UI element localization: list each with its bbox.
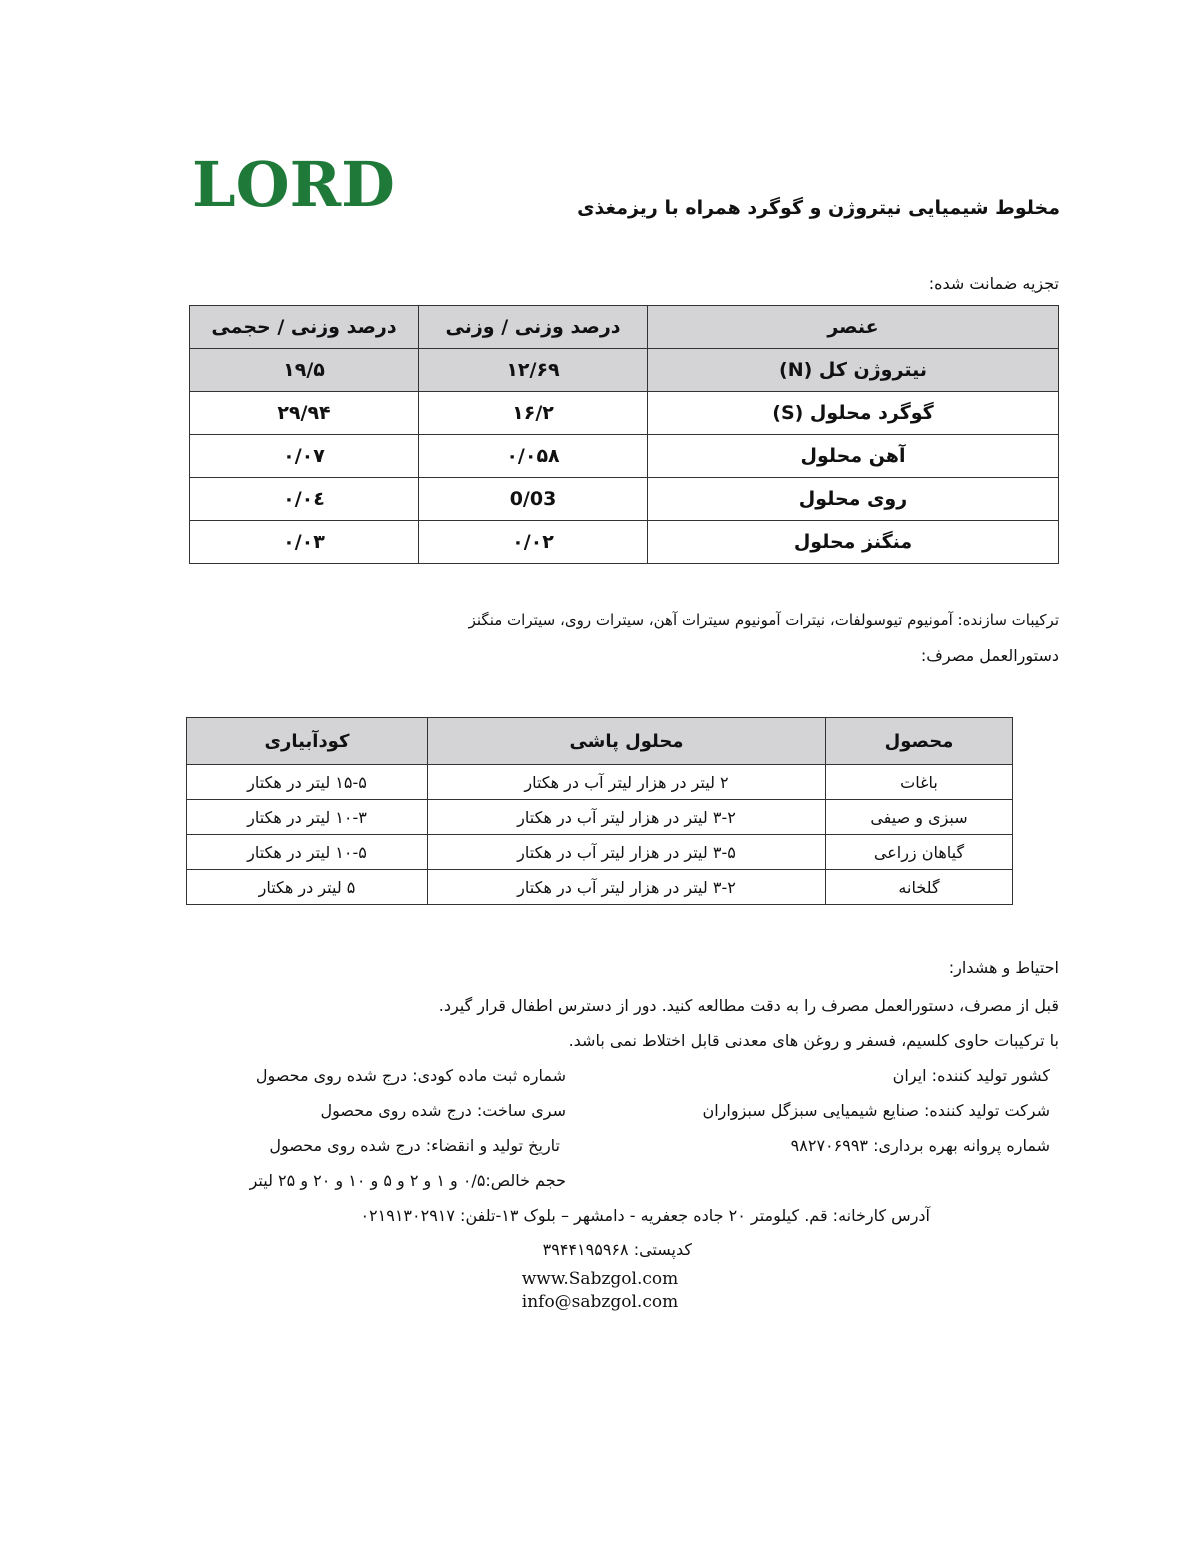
- website-link[interactable]: www.Sabzgol.com: [521, 1269, 679, 1289]
- usage-cell: ۳-۲ لیتر در هزار لیتر آب در هکتار: [428, 870, 826, 905]
- dates-text: تاریخ تولید و انقضاء: درج شده روی محصول: [269, 1136, 560, 1155]
- usage-header-product: محصول: [826, 718, 1013, 765]
- analysis-label: تجزیه ضمانت شده:: [928, 274, 1059, 293]
- usage-header-fertigation: کودآبیاری: [187, 718, 428, 765]
- table-row: [190, 349, 1059, 392]
- analysis-cell: ۰/۰۳: [190, 521, 419, 564]
- email-link[interactable]: info@sabzgol.com: [521, 1292, 679, 1312]
- analysis-cell: ۲۹/۹۴: [190, 392, 419, 435]
- analysis-cell: منگنز محلول: [648, 521, 1059, 564]
- analysis-cell: گوگرد محلول (S): [648, 392, 1059, 435]
- registration-text: شماره ثبت ماده کودی: درج شده روی محصول: [255, 1066, 566, 1085]
- analysis-cell: نیتروژن کل (N): [648, 349, 1059, 392]
- lord-logo: [192, 148, 395, 221]
- analysis-table: [189, 305, 1059, 564]
- usage-cell: ۲ لیتر در هزار لیتر آب در هکتار: [428, 765, 826, 800]
- usage-table: [186, 717, 1013, 905]
- usage-cell: سبزی و صیفی: [826, 800, 1013, 835]
- company-text: شرکت تولید کننده: صنایع شیمیایی سبزگل سبزواران: [702, 1101, 1050, 1120]
- analysis-cell: 0/03: [419, 478, 648, 521]
- analysis-cell: ۱۶/۲: [419, 392, 648, 435]
- usage-cell: ۵ لیتر در هکتار: [187, 870, 428, 905]
- table-row: [190, 392, 1059, 435]
- table-row: [190, 521, 1059, 564]
- page-title: مخلوط شیمیایی نیتروژن و گوگرد همراه با ریزمغذی: [577, 197, 1060, 219]
- analysis-cell: ۰/۰۲: [419, 521, 648, 564]
- usage-cell: گیاهان زراعی: [826, 835, 1013, 870]
- analysis-cell: ۰/۰۷: [190, 435, 419, 478]
- table-row: [187, 765, 1013, 800]
- country-text: کشور تولید کننده: ایران: [892, 1066, 1050, 1085]
- warning-line-1: قبل از مصرف، دستورالعمل مصرف را به دقت مطالعه کنید. دور از دسترس اطفال قرار گیرد.: [438, 996, 1059, 1015]
- usage-header-foliar: محلول پاشی: [428, 718, 826, 765]
- batch-text: سری ساخت: درج شده روی محصول: [320, 1101, 566, 1120]
- warning-label: احتیاط و هشدار:: [948, 958, 1059, 977]
- usage-cell: ۱۰-۳ لیتر در هکتار: [187, 800, 428, 835]
- usage-label: دستورالعمل مصرف:: [920, 646, 1059, 665]
- usage-header-row: [187, 718, 1013, 765]
- table-row: [187, 870, 1013, 905]
- analysis-cell: ۰/۰٤: [190, 478, 419, 521]
- address-text: آدرس کارخانه: قم. کیلومتر ۲۰ جاده جعفریه - دامشهر – بلوک ۱۳-تلفن: ۰۲۱۹۱۳۰۲۹۱۷: [360, 1206, 930, 1225]
- usage-cell: ۳-۵ لیتر در هزار لیتر آب در هکتار: [428, 835, 826, 870]
- usage-cell: ۱۰-۵ لیتر در هکتار: [187, 835, 428, 870]
- ingredients-text: ترکیبات سازنده: آمونیوم تیوسولفات، نیترات آمونیوم سیترات آهن، سیترات روی، سیترات منگنز: [468, 611, 1059, 629]
- analysis-cell: ۱۲/۶۹: [419, 349, 648, 392]
- analysis-header-ww: درصد وزنی / وزنی: [419, 306, 648, 349]
- postal-code-text: کدپستی: ۳۹۴۴۱۹۵۹۶۸: [542, 1240, 692, 1259]
- analysis-cell: آهن محلول: [648, 435, 1059, 478]
- analysis-cell: روی محلول: [648, 478, 1059, 521]
- table-row: [187, 800, 1013, 835]
- table-row: [187, 835, 1013, 870]
- logo-text: LORD: [192, 148, 395, 221]
- usage-cell: گلخانه: [826, 870, 1013, 905]
- volume-text: حجم خالص:۰/۵ و ۱ و ۲ و ۵ و ۱۰ و ۲۰ و ۲۵ لیتر: [249, 1171, 566, 1190]
- usage-cell: ۳-۲ لیتر در هزار لیتر آب در هکتار: [428, 800, 826, 835]
- license-text: شماره پروانه بهره برداری: ۹۸۲۷۰۶۹۹۳: [790, 1136, 1050, 1155]
- usage-cell: ۱۵-۵ لیتر در هکتار: [187, 765, 428, 800]
- analysis-header-wv: درصد وزنی / حجمی: [190, 306, 419, 349]
- usage-cell: باغات: [826, 765, 1013, 800]
- table-row: [190, 435, 1059, 478]
- analysis-cell: ۰/۰۵۸: [419, 435, 648, 478]
- table-row: [190, 478, 1059, 521]
- warning-line-2: با ترکیبات حاوی کلسیم، فسفر و روغن های معدنی قابل اختلاط نمی باشد.: [568, 1031, 1059, 1050]
- analysis-cell: ۱۹/۵: [190, 349, 419, 392]
- analysis-header-row: [190, 306, 1059, 349]
- analysis-header-element: عنصر: [648, 306, 1059, 349]
